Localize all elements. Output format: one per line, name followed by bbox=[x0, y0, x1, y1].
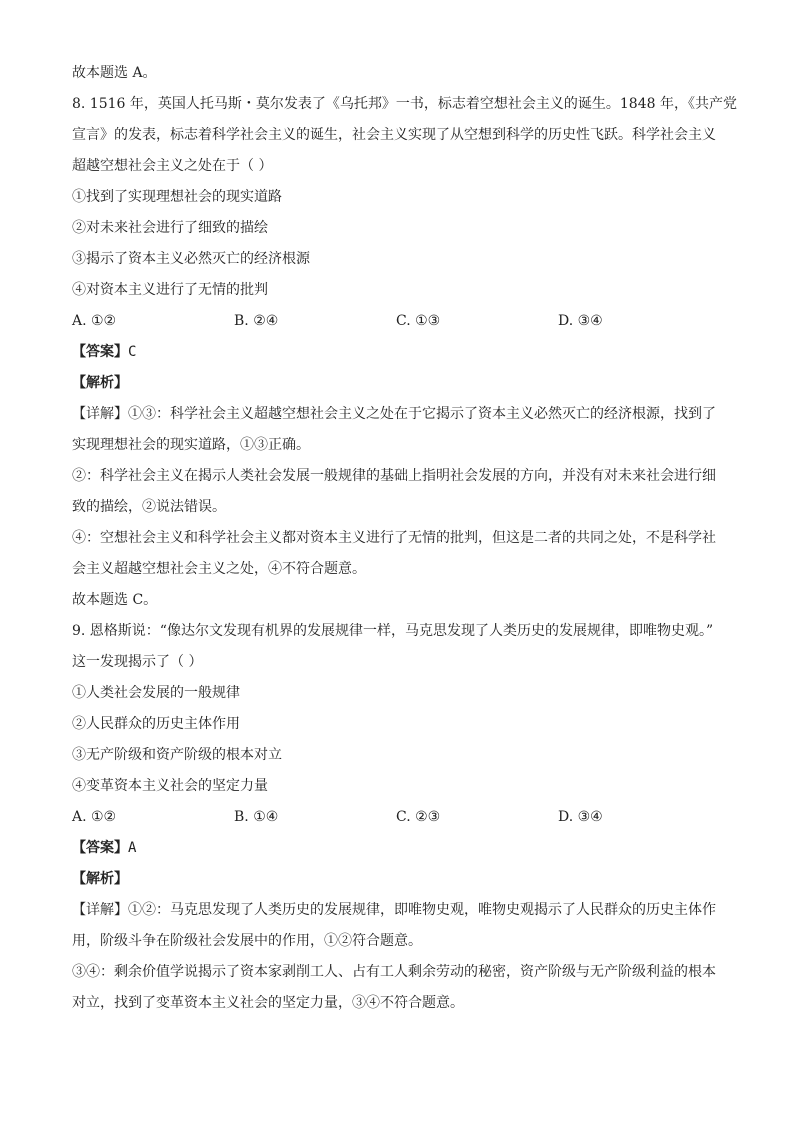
q8-analysis-tag bbox=[72, 368, 722, 399]
q9-detail-line: 【详解】①②：马克思发现了人类历史的发展规律，即唯物史观，唯物史观揭示了人民群众的历史主体作 bbox=[72, 902, 716, 918]
q8-item: ①找到了实现理想社会的现实道路 bbox=[72, 189, 282, 205]
q9-analysis-label: 【解析】 bbox=[72, 871, 128, 887]
q9-option-b: B. ①④ bbox=[234, 809, 279, 825]
q8-option-d: D. ③④ bbox=[558, 313, 603, 329]
q8-item: ②对未来社会进行了细致的描绘 bbox=[72, 220, 268, 236]
q8-stem-line: 8. 1516 年，英国人托马斯・莫尔发表了《乌托邦》一书，标志着空想社会主义的诞生。1848 年，《共产党 bbox=[72, 96, 737, 112]
q8-conclusion: 故本题选 C。 bbox=[72, 592, 158, 608]
q9-option-a: A. ①② bbox=[72, 809, 117, 825]
q9-stem-line: 9. 恩格斯说：“像达尔文发现有机界的发展规律一样，马克思发现了人类历史的发展规律，即唯物史观。” bbox=[72, 623, 714, 639]
q9-detail-line: 对立，找到了变革资本主义社会的坚定力量，③④不符合题意。 bbox=[72, 995, 464, 1011]
q8-option-c: C. ①③ bbox=[396, 313, 441, 329]
q8-answer bbox=[72, 337, 722, 368]
q8-answer-tag: 【答案】 bbox=[72, 344, 128, 360]
q8-detail-line: 实现理想社会的现实道路，①③正确。 bbox=[72, 437, 310, 453]
q8-detail-line: 会主义超越空想社会主义之处，④不符合题意。 bbox=[72, 561, 366, 577]
previous-conclusion: 故本题选 A。 bbox=[72, 65, 157, 81]
q9-detail-line: 用，阶级斗争在阶级社会发展中的作用，①②符合题意。 bbox=[72, 933, 422, 949]
q9-analysis-tag bbox=[72, 864, 722, 895]
q9-answer-value: A bbox=[128, 840, 137, 856]
q8-detail-line: 致的描绘，②说法错误。 bbox=[72, 499, 226, 515]
q8-detail-line: ④：空想社会主义和科学社会主义都对资本主义进行了无情的批判，但这是二者的共同之处，不是科学社 bbox=[72, 530, 716, 546]
q9-detail-line: ③④：剩余价值学说揭示了资本家剥削工人、占有工人剩余劳动的秘密，资产阶级与无产阶级利益的根本 bbox=[72, 964, 716, 980]
q8-detail-line: 【详解】①③：科学社会主义超越空想社会主义之处在于它揭示了资本主义必然灭亡的经济根源，找到了 bbox=[72, 406, 716, 422]
q8-item: ④对资本主义进行了无情的批判 bbox=[72, 282, 268, 298]
q9-option-c: C. ②③ bbox=[396, 809, 441, 825]
q9-options bbox=[72, 802, 722, 833]
q9-item: ③无产阶级和资产阶级的根本对立 bbox=[72, 747, 282, 763]
q8-options bbox=[72, 306, 722, 337]
question-9 bbox=[72, 616, 722, 1019]
q8-stem-line: 超越空想社会主义之处在于（ ） bbox=[72, 158, 273, 174]
q8-answer-value: C bbox=[128, 344, 137, 360]
q9-answer-tag: 【答案】 bbox=[72, 840, 128, 856]
q9-stem-line: 这一发现揭示了（ ） bbox=[72, 654, 203, 670]
q8-stem-line: 宣言》的发表，标志着科学社会主义的诞生，社会主义实现了从空想到科学的历史性飞跃。科学社会主义 bbox=[72, 127, 716, 143]
question-8 bbox=[72, 89, 737, 616]
q9-item: ④变革资本主义社会的坚定力量 bbox=[72, 778, 268, 794]
q8-option-a: A. ①② bbox=[72, 313, 117, 329]
q9-item: ②人民群众的历史主体作用 bbox=[72, 716, 240, 732]
q9-answer bbox=[72, 833, 722, 864]
q8-detail-line: ②：科学社会主义在揭示人类社会发展一般规律的基础上指明社会发展的方向，并没有对未来社会进行细 bbox=[72, 468, 716, 484]
q9-item: ①人类社会发展的一般规律 bbox=[72, 685, 240, 701]
q8-item: ③揭示了资本主义必然灭亡的经济根源 bbox=[72, 251, 310, 267]
q8-option-b: B. ②④ bbox=[234, 313, 279, 329]
q9-option-d: D. ③④ bbox=[558, 809, 603, 825]
q8-analysis-label: 【解析】 bbox=[72, 375, 128, 391]
document-page bbox=[72, 58, 737, 1019]
